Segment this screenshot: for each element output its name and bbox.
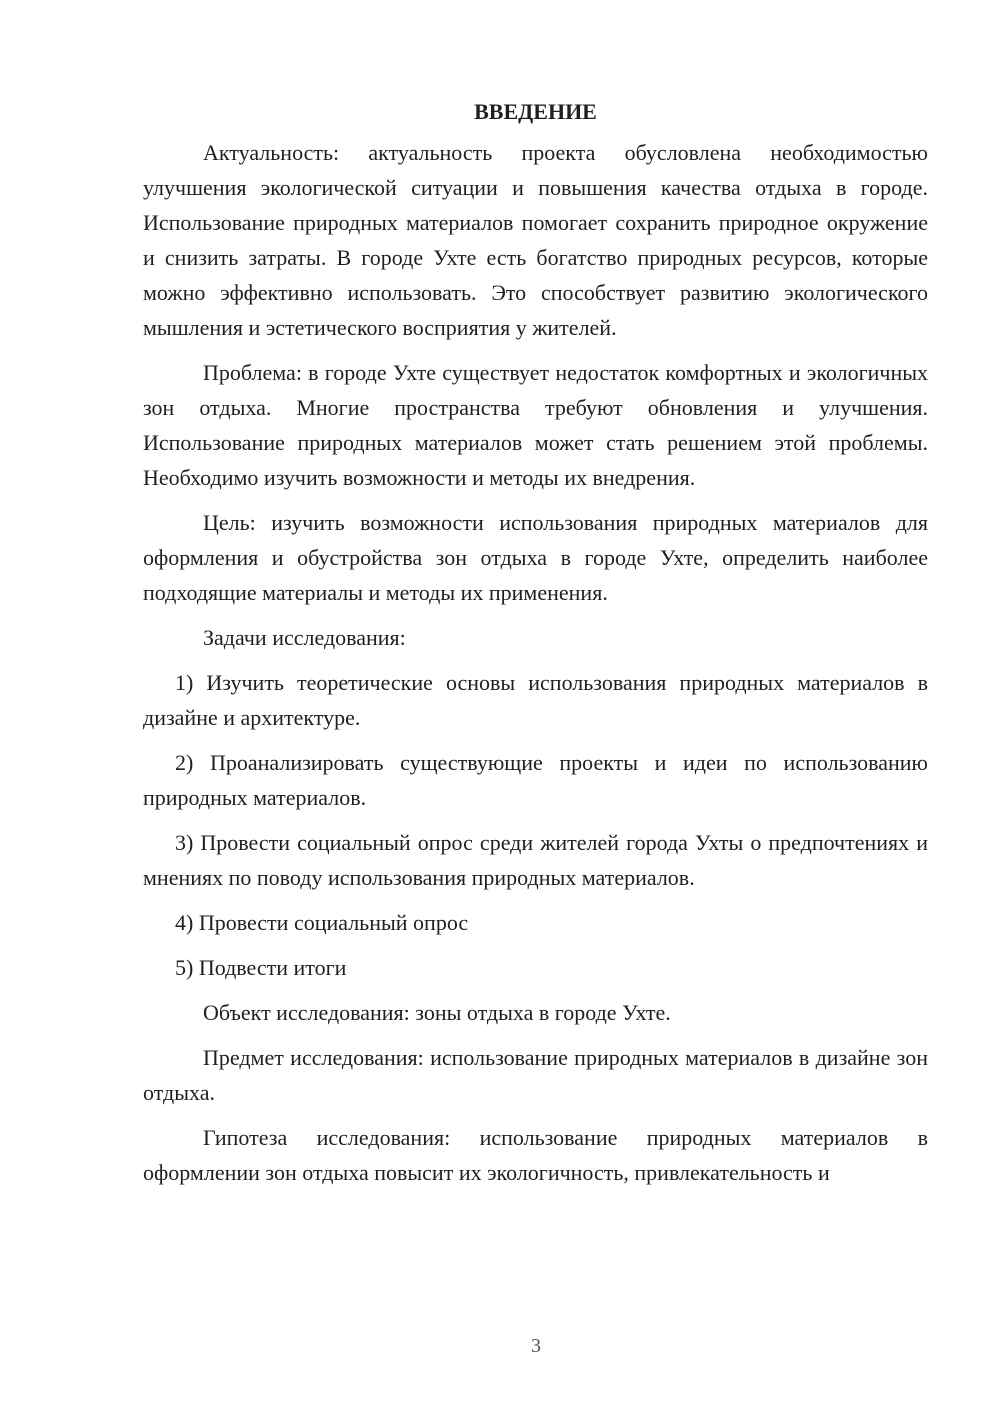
page-title: ВВЕДЕНИЕ bbox=[474, 99, 597, 124]
task-item: 4) Провести социальный опрос bbox=[175, 910, 469, 935]
hypothesis-paragraph: Гипотеза исследования: использование природных материалов в оформлении зон отдыха повысит их экологичность, привлекательность и bbox=[143, 1125, 928, 1185]
task-item: 2) Проанализировать существующие проекты и идеи по использованию природных материалов. bbox=[143, 750, 928, 810]
subject-paragraph: Предмет исследования: использование природных материалов в дизайне зон отдыха. bbox=[143, 1045, 928, 1105]
task-item: 3) Провести социальный опрос среди жителей города Ухты о предпочтениях и мнениях по поводу использования природных материалов. bbox=[143, 830, 928, 890]
relevance-paragraph: Актуальность: актуальность проекта обусловлена необходимостью улучшения экологической ситуации и повышения качества отдыха в городе. Использование природных материалов помогает сохранить природное окружение и снизить затраты. В городе Ухте есть богатство природных ресурсов, которые можно эффективно использовать. Это способствует развитию экологического мышления и эстетического восприятия у жителей. bbox=[143, 140, 928, 340]
page-content bbox=[143, 94, 928, 1200]
page-number: 3 bbox=[531, 1335, 541, 1357]
tasks-heading: Задачи исследования: bbox=[203, 625, 406, 650]
task-item: 5) Подвести итоги bbox=[175, 955, 347, 980]
goal-paragraph: Цель: изучить возможности использования природных материалов для оформления и обустройства зон отдыха в городе Ухте, определить наиболее подходящие материалы и методы их применения. bbox=[143, 510, 928, 605]
object-paragraph: Объект исследования: зоны отдыха в городе Ухте. bbox=[203, 1000, 671, 1025]
problem-paragraph: Проблема: в городе Ухте существует недостаток комфортных и экологичных зон отдыха. Многие пространства требуют обновления и улучшения. Использование природных материалов может стать решением этой проблемы. Необходимо изучить возможности и методы их внедрения. bbox=[143, 360, 928, 490]
task-item: 1) Изучить теоретические основы использования природных материалов в дизайне и архитектуре. bbox=[143, 670, 928, 730]
